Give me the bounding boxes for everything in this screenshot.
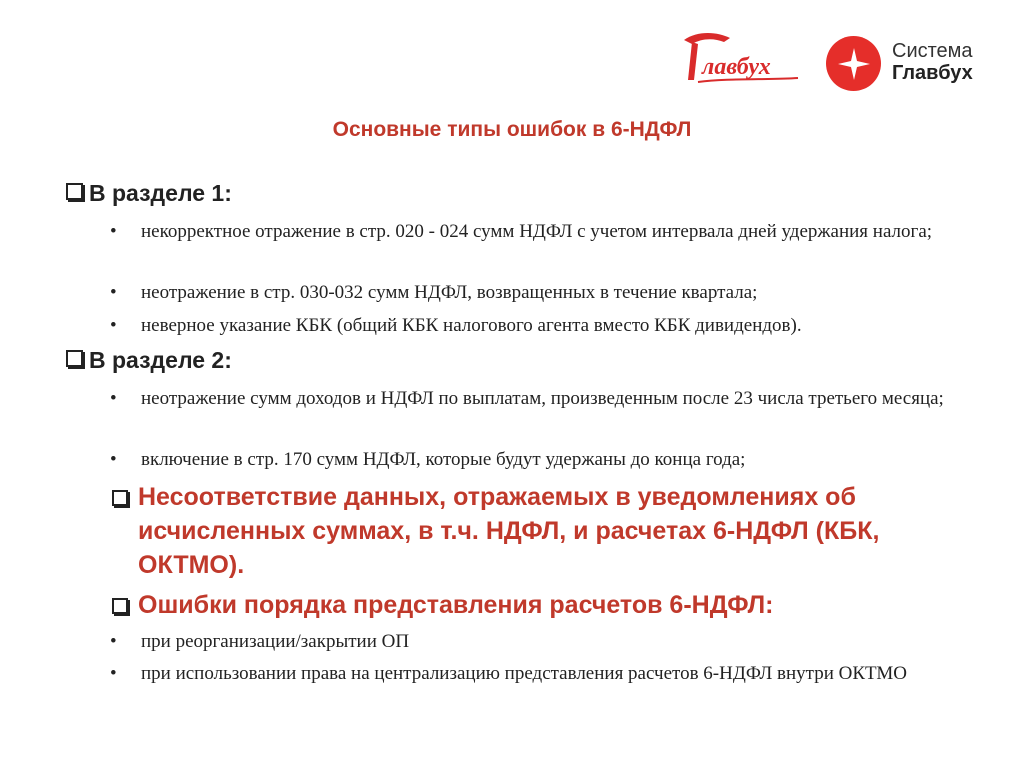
list-item-text: включение в стр. 170 сумм НДФЛ, которые будут удержаны до конца года;	[141, 449, 746, 470]
list-item-text: при использовании права на централизацию представления расчетов 6-НДФЛ внутри ОКТМО	[141, 663, 907, 684]
bullet-icon: •	[110, 631, 117, 652]
sistema-label: Система	[892, 40, 973, 62]
bullet-icon: •	[110, 388, 117, 409]
list-item	[110, 313, 950, 338]
section1-heading	[66, 180, 232, 207]
highlight-procedure-text: Ошибки порядка представления расчетов 6-НДФЛ:	[138, 591, 774, 619]
checkbox-bullet-icon	[112, 490, 128, 506]
list-item	[110, 219, 950, 244]
highlight-procedure-errors	[112, 588, 932, 622]
list-item	[110, 629, 950, 654]
list-item-text: некорректное отражение в стр. 020 - 024 сумм НДФЛ с учетом интервала дней удержания налога;	[141, 221, 933, 242]
glavbuh-logo	[678, 28, 806, 88]
section1-heading-text: В разделе 1:	[89, 180, 232, 206]
list-item-text: неотражение сумм доходов и НДФЛ по выплатам, произведенным после 23 числа третьего месяца;	[141, 388, 944, 409]
highlight-mismatch	[112, 480, 932, 582]
list-item	[110, 280, 950, 305]
page-title: Основные типы ошибок в 6-НДФЛ	[332, 118, 692, 141]
list-item	[110, 386, 950, 411]
bullet-icon: •	[110, 663, 117, 684]
checkbox-bullet-icon	[66, 183, 83, 200]
glavbuh-logo-graphic	[678, 28, 806, 88]
svg-text:лавбух: лавбух	[702, 54, 771, 80]
list-item	[110, 447, 950, 472]
bullet-icon: •	[110, 282, 117, 303]
bullet-icon: •	[110, 221, 117, 242]
glavbuh-label: Главбух	[892, 62, 973, 84]
section2-heading-text: В разделе 2:	[89, 347, 232, 373]
highlight-mismatch-text: Несоответствие данных, отражаемых в уведомлениях об исчисленных суммах, в т.ч. НДФЛ, и расчетах 6-НДФЛ (КБК, ОКТМО).	[138, 483, 880, 579]
list-item-text: при реорганизации/закрытии ОП	[141, 631, 410, 652]
list-item-text: неотражение в стр. 030-032 сумм НДФЛ, возвращенных в течение квартала;	[141, 282, 758, 303]
list-item-text: неверное указание КБК (общий КБК налогового агента вместо КБК дивидендов).	[141, 315, 802, 336]
bullet-icon: •	[110, 449, 117, 470]
list-item	[110, 661, 950, 686]
checkbox-bullet-icon	[66, 350, 83, 367]
checkbox-bullet-icon	[112, 598, 128, 614]
sistema-glavbuh-logo	[826, 36, 1016, 92]
bullet-icon: •	[110, 315, 117, 336]
star-icon	[826, 36, 881, 91]
section2-heading	[66, 347, 232, 374]
